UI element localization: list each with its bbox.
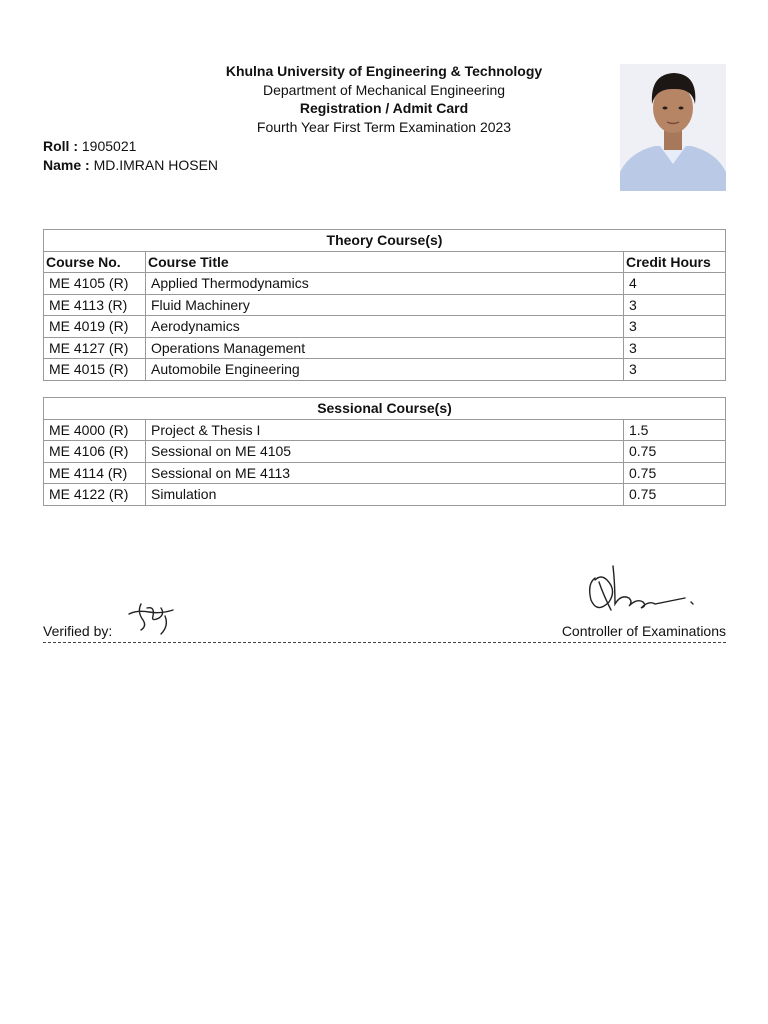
course-no-cell: ME 4000 (R) (44, 419, 146, 441)
department-name: Department of Mechanical Engineering (262, 81, 506, 98)
table-row (44, 337, 726, 359)
course-title-cell: Applied Thermodynamics (146, 273, 624, 295)
name-value: MD.IMRAN HOSEN (93, 157, 219, 173)
roll-value: 1905021 (81, 138, 137, 154)
table-row (44, 316, 726, 338)
theory-caption: Theory Course(s) (44, 230, 726, 252)
student-photo (620, 64, 726, 191)
table-row (44, 273, 726, 295)
name-line (43, 156, 218, 175)
controller-label: Controller of Examinations (561, 623, 726, 639)
course-title-cell: Sessional on ME 4105 (146, 441, 624, 463)
column-header-course-no: Course No. (44, 251, 146, 273)
signature-footer (43, 622, 726, 643)
table-header-row (44, 251, 726, 273)
student-info (43, 137, 218, 175)
column-header-course-title: Course Title (146, 251, 624, 273)
course-title-cell: Automobile Engineering (146, 359, 624, 381)
theory-courses-table (43, 229, 726, 381)
course-no-cell: ME 4106 (R) (44, 441, 146, 463)
name-label: Name : (43, 157, 90, 173)
sessional-courses-table (43, 397, 726, 506)
credit-hours-cell: 0.75 (624, 484, 726, 506)
course-no-cell: ME 4122 (R) (44, 484, 146, 506)
sessional-caption: Sessional Course(s) (44, 398, 726, 420)
course-no-cell: ME 4113 (R) (44, 294, 146, 316)
card-title: Registration / Admit Card (299, 100, 469, 116)
course-no-cell: ME 4114 (R) (44, 462, 146, 484)
course-no-cell: ME 4127 (R) (44, 337, 146, 359)
course-title-cell: Operations Management (146, 337, 624, 359)
verified-by-label: Verified by: (43, 623, 113, 639)
course-title-cell: Fluid Machinery (146, 294, 624, 316)
roll-label: Roll : (43, 138, 78, 154)
credit-hours-cell: 0.75 (624, 441, 726, 463)
credit-hours-cell: 4 (624, 273, 726, 295)
roll-line (43, 137, 218, 156)
credit-hours-cell: 3 (624, 316, 726, 338)
table-row (44, 419, 726, 441)
column-header-credit-hours: Credit Hours (624, 251, 726, 273)
course-title-cell: Aerodynamics (146, 316, 624, 338)
course-title-cell: Simulation (146, 484, 624, 506)
credit-hours-cell: 1.5 (624, 419, 726, 441)
exam-title: Fourth Year First Term Examination 2023 (256, 118, 512, 135)
credit-hours-cell: 3 (624, 294, 726, 316)
credit-hours-cell: 0.75 (624, 462, 726, 484)
controller-signature (585, 560, 697, 616)
table-row (44, 441, 726, 463)
table-row (44, 462, 726, 484)
course-no-cell: ME 4015 (R) (44, 359, 146, 381)
table-row (44, 359, 726, 381)
course-no-cell: ME 4105 (R) (44, 273, 146, 295)
table-row (44, 294, 726, 316)
course-title-cell: Sessional on ME 4113 (146, 462, 624, 484)
university-name: Khulna University of Engineering & Technology (225, 63, 543, 79)
course-title-cell: Project & Thesis I (146, 419, 624, 441)
table-row (44, 484, 726, 506)
credit-hours-cell: 3 (624, 359, 726, 381)
credit-hours-cell: 3 (624, 337, 726, 359)
course-no-cell: ME 4019 (R) (44, 316, 146, 338)
